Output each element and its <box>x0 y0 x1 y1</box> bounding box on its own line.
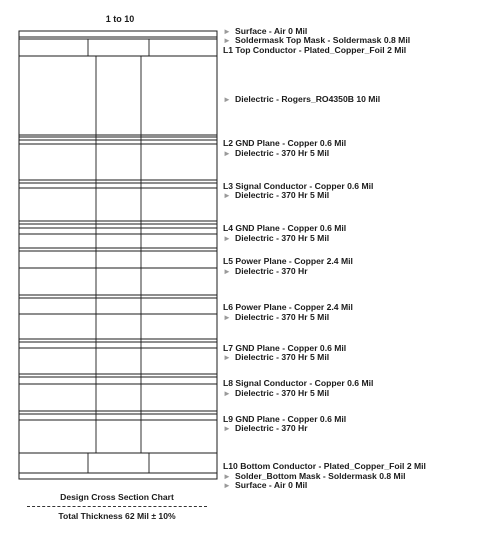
layer-labels <box>223 26 426 490</box>
total-thickness: Total Thickness 62 Mil ± 10% <box>58 511 176 521</box>
triangle-marker-icon: ► <box>223 191 231 200</box>
layer-label: L8 Signal Conductor - Copper 0.6 Mil <box>223 378 374 388</box>
stack-grid <box>19 31 217 479</box>
triangle-marker-icon: ► <box>223 267 231 276</box>
layer-label: Surface - Air 0 Mil <box>235 480 308 490</box>
layer-label: L10 Bottom Conductor - Plated_Copper_Foil 2 Mil <box>223 461 426 471</box>
triangle-marker-icon: ► <box>223 36 231 45</box>
triangle-marker-icon: ► <box>223 95 231 104</box>
triangle-marker-icon: ► <box>223 389 231 398</box>
layer-label: L5 Power Plane - Copper 2.4 Mil <box>223 256 353 266</box>
chart-title: Design Cross Section Chart <box>60 492 174 502</box>
triangle-marker-icon: ► <box>223 353 231 362</box>
layer-label: Dielectric - 370 Hr 5 Mil <box>235 233 330 243</box>
layer-label: L1 Top Conductor - Plated_Copper_Foil 2 Mil <box>223 45 407 55</box>
triangle-marker-icon: ► <box>223 27 231 36</box>
stack-frame <box>19 31 217 479</box>
layer-label: Soldermask Top Mask - Soldermask 0.8 Mil <box>235 35 411 45</box>
layer-label: Dielectric - 370 Hr 5 Mil <box>235 388 330 398</box>
layer-label: Dielectric - Rogers_RO4350B 10 Mil <box>235 94 381 104</box>
layer-label: Dielectric - 370 Hr 5 Mil <box>235 190 330 200</box>
layer-label: L3 Signal Conductor - Copper 0.6 Mil <box>223 181 374 191</box>
layer-label: Surface - Air 0 Mil <box>235 26 308 36</box>
layer-label: Dielectric - 370 Hr 5 Mil <box>235 352 330 362</box>
triangle-marker-icon: ► <box>223 424 231 433</box>
layer-label: L9 GND Plane - Copper 0.6 Mil <box>223 414 347 424</box>
stack-title: 1 to 10 <box>105 14 135 24</box>
triangle-marker-icon: ► <box>223 313 231 322</box>
layer-label: Dielectric - 370 Hr 5 Mil <box>235 148 330 158</box>
layer-label: Dielectric - 370 Hr <box>235 266 308 276</box>
layer-label: L7 GND Plane - Copper 0.6 Mil <box>223 343 347 353</box>
triangle-marker-icon: ► <box>223 472 231 481</box>
layer-label: Dielectric - 370 Hr <box>235 423 308 433</box>
layer-label: Solder_Bottom Mask - Soldermask 0.8 Mil <box>235 471 406 481</box>
layer-label: L2 GND Plane - Copper 0.6 Mil <box>223 138 347 148</box>
triangle-marker-icon: ► <box>223 234 231 243</box>
triangle-marker-icon: ► <box>223 149 231 158</box>
layer-label: L6 Power Plane - Copper 2.4 Mil <box>223 302 353 312</box>
triangle-marker-icon: ► <box>223 481 231 490</box>
dashed-divider <box>27 506 207 507</box>
layer-label: Dielectric - 370 Hr 5 Mil <box>235 312 330 322</box>
layer-label: L4 GND Plane - Copper 0.6 Mil <box>223 223 347 233</box>
